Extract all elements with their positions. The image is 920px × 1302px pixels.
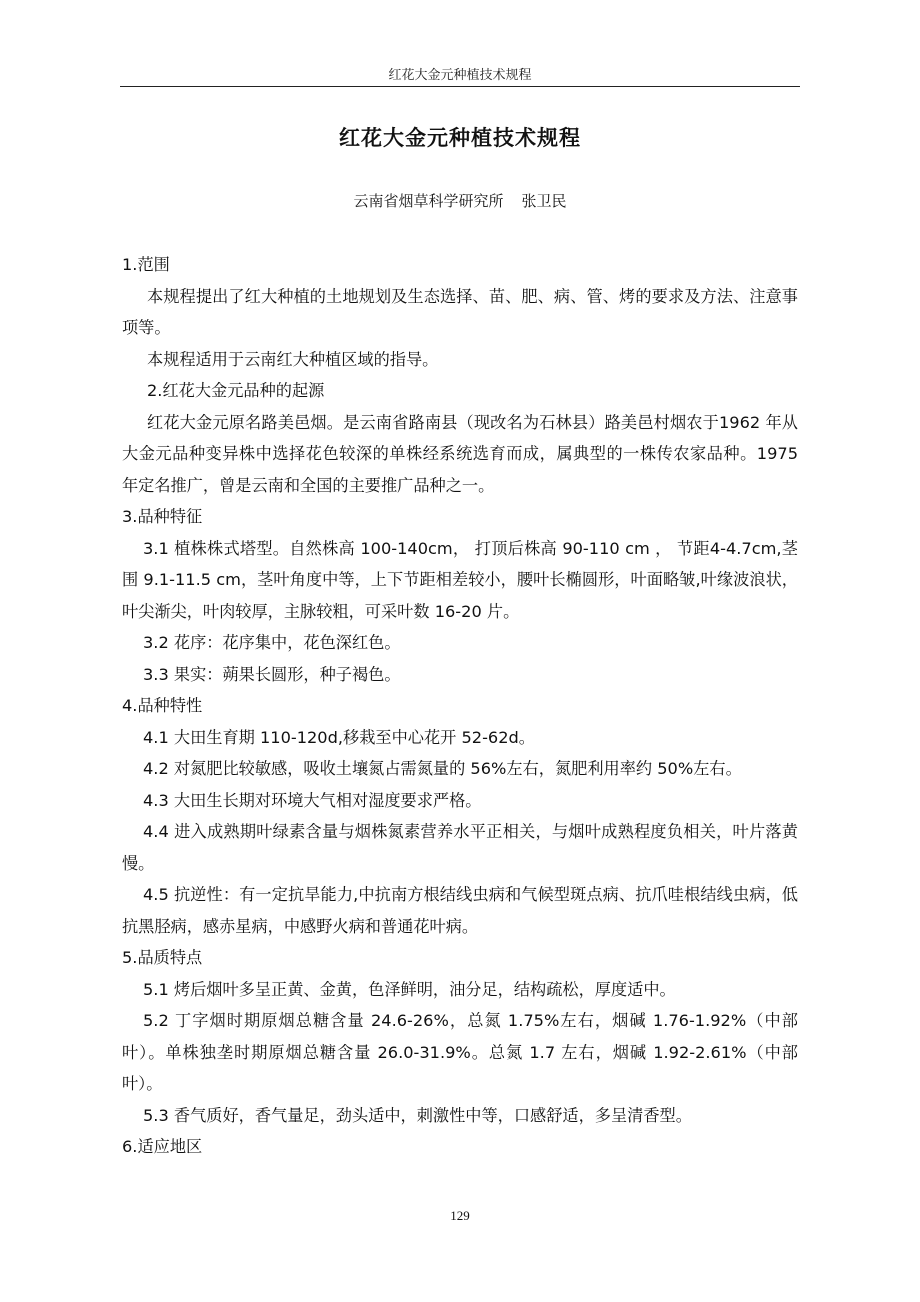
paragraph: 3.1 植株株式塔型。自然株高 100-140cm， 打顶后株高 90-110 cm ， 节距4-4.7cm,茎围 9.1-11.5 cm，茎叶角度中等，上下节距相差较小，腰叶长椭圆形，叶面略皱,叶缘波浪状，叶尖渐尖，叶肉较厚，主脉较粗，可采叶数 16-20 片。 — [122, 538, 798, 621]
paragraph: 5.1 烤后烟叶多呈正黄、金黄，色泽鲜明，油分足，结构疏松，厚度适中。 — [143, 979, 676, 999]
paragraph: 红花大金元原名路美邑烟。是云南省路南县（现改名为石林县）路美邑村烟农于1962 年从大金元品种变异株中选择花色较深的单株经系统选育而成，属典型的一株传农家品种。1975 年定名推广，曾是云南和全国的主要推广品种之一。 — [122, 412, 798, 495]
paragraph: 3.2 花序：花序集中，花色深红色。 — [143, 633, 401, 652]
running-header: 红花大金元种植技术规程 — [388, 68, 532, 83]
paragraph: 3.3 果实：蒴果长圆形，种子褐色。 — [143, 664, 401, 684]
page-number: 129 — [450, 1208, 470, 1223]
paragraph: 4.4 进入成熟期叶绿素含量与烟株氮素营养水平正相关，与烟叶成熟程度负相关，叶片落黄慢。 — [122, 822, 798, 873]
paragraph: 5.2 丁字烟时期原烟总糖含量 24.6-26%，总氮 1.75%左右，烟碱 1.76-1.92%（中部叶）。单株独垄时期原烟总糖含量 26.0-31.9%。总氮 1.7 左右，烟碱 1.92-2.61%（中部叶）。 — [122, 1011, 798, 1093]
document-title: 红花大金元种植技术规程 — [339, 126, 581, 150]
paragraph: 4.5 抗逆性：有一定抗旱能力,中抗南方根结线虫病和气候型斑点病、抗爪哇根结线虫病，低抗黑胫病，感赤星病，中感野火病和普通花叶病。 — [122, 885, 798, 936]
paragraph: 4.3 大田生长期对环境大气相对湿度要求严格。 — [143, 790, 482, 810]
author-name: 张卫民 — [521, 192, 567, 210]
paragraph: 4.2 对氮肥比较敏感，吸收土壤氮占需氮量的 56%左右，氮肥利用率约 50%左右。 — [143, 759, 742, 778]
section-heading-6: 6.适应地区 — [122, 1137, 203, 1156]
document-body — [122, 249, 798, 1163]
section-heading-3: 3.品种特征 — [122, 507, 203, 526]
section-heading-4: 4.品种特性 — [122, 696, 203, 715]
author-org: 云南省烟草科学研究所 — [353, 192, 504, 210]
paragraph: 本规程适用于云南红大种植区域的指导。 — [147, 349, 439, 369]
paragraph: 5.3 香气质好，香气量足，劲头适中，刺激性中等，口感舒适，多呈清香型。 — [143, 1105, 692, 1125]
section-heading-2: 2.红花大金元品种的起源 — [147, 381, 325, 400]
section-heading-5: 5.品质特点 — [122, 948, 203, 967]
paragraph: 本规程提出了红大种植的土地规划及生态选择、苗、肥、病、管、烤的要求及方法、注意事项等。 — [122, 286, 798, 337]
author-line — [120, 190, 800, 211]
section-heading-1: 1.范围 — [122, 255, 170, 274]
header-rule — [120, 86, 800, 87]
paragraph: 4.1 大田生育期 110-120d,移栽至中心花开 52-62d。 — [143, 727, 535, 747]
